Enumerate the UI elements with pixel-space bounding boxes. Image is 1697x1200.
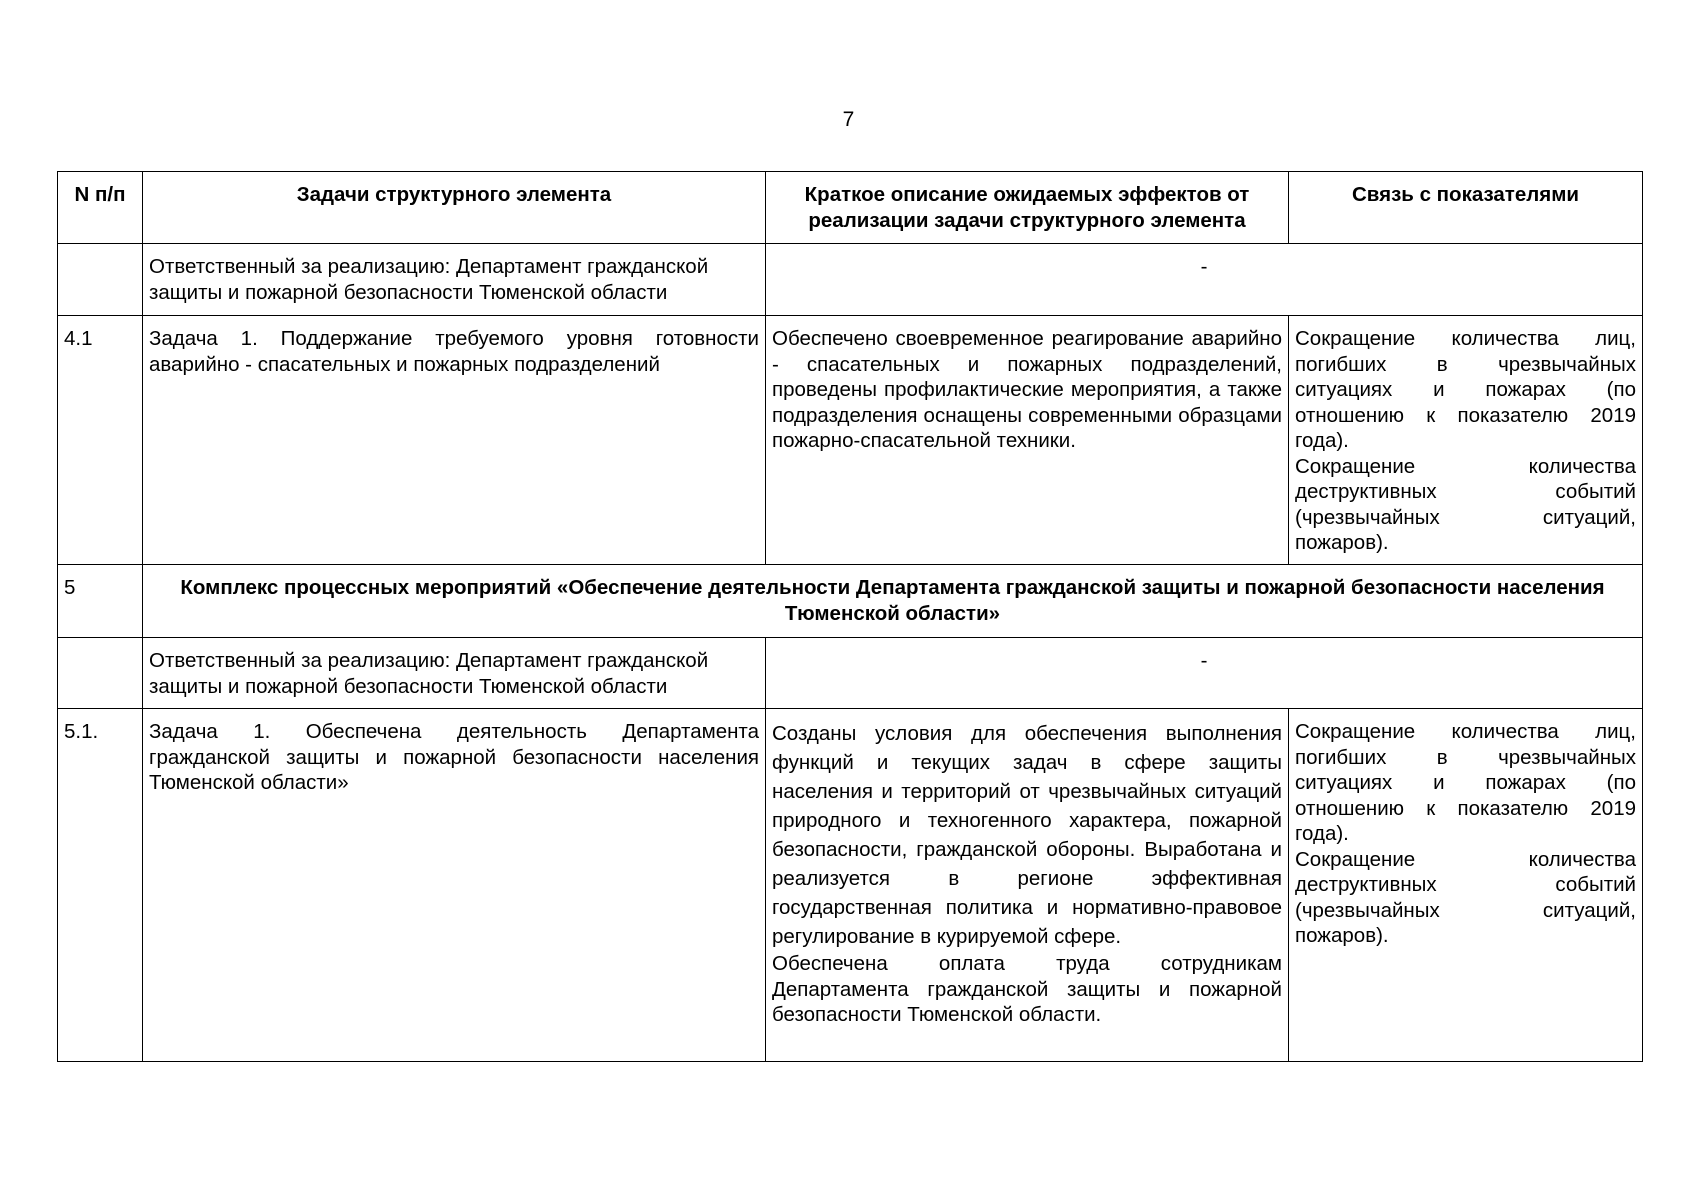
indicator-text: Сокращение количества лиц, погибших в чрезвычайных ситуациях и пожарах (по отношению к показателю 2019 года). [1295,327,1636,452]
cell-num [58,638,143,709]
cell-task: Задача 1. Обеспечена деятельность Департамента гражданской защиты и пожарной безопасности населения Тюменской области» [143,709,766,1062]
section-title: Комплекс процессных мероприятий «Обеспечение деятельности Департамента гражданской защиты и пожарной безопасности населения Тюменской области» [143,565,1643,638]
header-tasks: Задачи структурного элемента [143,172,766,244]
cell-responsible-value: - [766,244,1643,316]
cell-responsible-text: Ответственный за реализацию: Департамент гражданской защиты и пожарной безопасности Тюменской области [143,638,766,709]
cell-responsible-value: - [766,638,1643,709]
table-row-section-5 [58,565,1643,638]
cell-indicators [1289,316,1643,565]
cell-indicators [1289,709,1643,1062]
cell-num: 5 [58,565,143,638]
cell-effect [766,709,1289,1062]
effect-text: Обеспечена оплата труда сотрудникам Департамента гражданской защиты и пожарной безопасности Тюменской области. [772,952,1282,1026]
table-row-responsible-1 [58,244,1643,316]
table-row-responsible-2 [58,638,1643,709]
header-indicators: Связь с показателями [1289,172,1643,244]
cell-num [58,244,143,316]
indicator-text: Сокращение количества деструктивных событий (чрезвычайных ситуаций, пожаров). [1295,454,1636,554]
effect-text: Созданы условия для обеспечения выполнения функций и текущих задач в сфере защиты населения и территорий от чрезвычайных ситуаций природного и техногенного характера, пожарной безопасности, гражданской обороны. Выработана и реализуется в регионе эффективная государственная политика и нормативно-правовое регулирование в курируемой сфере. [772,722,1282,948]
table-header-row [58,172,1643,244]
table-row-task-5-1 [58,709,1643,1062]
cell-num: 4.1 [58,316,143,565]
cell-task: Задача 1. Поддержание требуемого уровня готовности аварийно - спасательных и пожарных подразделений [143,316,766,565]
header-num: N п/п [58,172,143,244]
table-row-task-4-1 [58,316,1643,565]
structural-elements-table [57,171,1643,1062]
header-effects: Краткое описание ожидаемых эффектов от реализации задачи структурного элемента [766,172,1289,244]
cell-num: 5.1. [58,709,143,1062]
cell-responsible-text: Ответственный за реализацию: Департамент гражданской защиты и пожарной безопасности Тюменской области [143,244,766,316]
indicator-text: Сокращение количества деструктивных событий (чрезвычайных ситуаций, пожаров). [1295,847,1636,947]
indicator-text: Сокращение количества лиц, погибших в чрезвычайных ситуациях и пожарах (по отношению к показателю 2019 года). [1295,720,1636,845]
page-number: 7 [842,108,855,131]
cell-effect: Обеспечено своевременное реагирование аварийно - спасательных и пожарных подразделений, проведены профилактические мероприятия, а также подразделения оснащены современными образцами пожарно-спасательной техники. [766,316,1289,565]
